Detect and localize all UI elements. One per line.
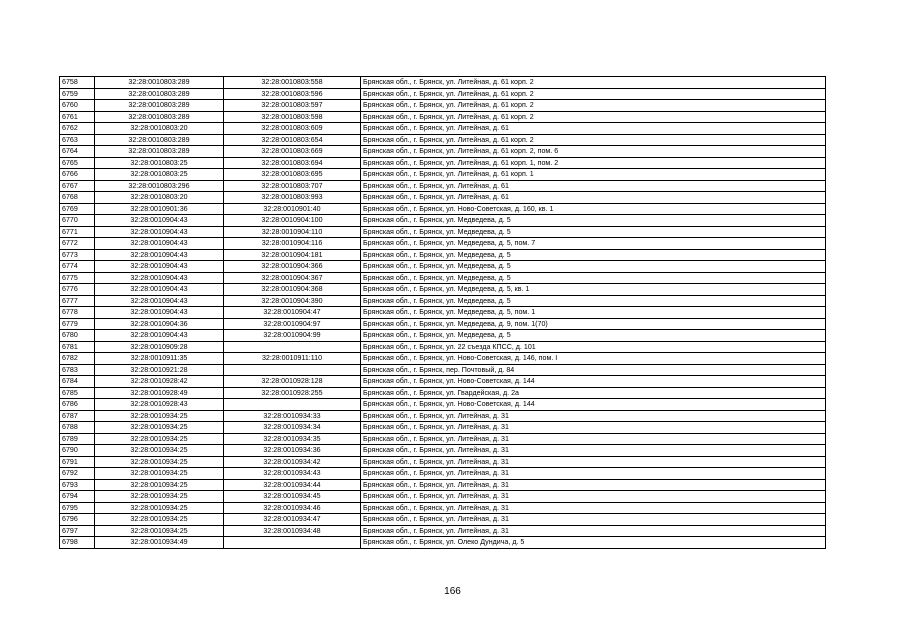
- row-number-cell: 6767: [60, 180, 95, 192]
- row-number-cell: 6773: [60, 249, 95, 261]
- registry-table: [59, 76, 826, 549]
- address-cell: Брянская обл., г. Брянск, ул. Ново-Советская, д. 144: [361, 399, 826, 411]
- parcel-number-cell: 32:28:0010901:36: [95, 203, 224, 215]
- parcel-number-cell: 32:28:0010904:43: [95, 215, 224, 227]
- table-row: [60, 330, 826, 342]
- parcel-number-cell: 32:28:0010911:35: [95, 353, 224, 365]
- table-row: [60, 525, 826, 537]
- table-row: [60, 341, 826, 353]
- row-number-cell: 6776: [60, 284, 95, 296]
- parcel-number-cell: 32:28:0010904:43: [95, 284, 224, 296]
- object-number-cell: 32:28:0010934:45: [224, 491, 361, 503]
- table-row: [60, 468, 826, 480]
- object-number-cell: 32:28:0010803:707: [224, 180, 361, 192]
- row-number-cell: 6790: [60, 445, 95, 457]
- parcel-number-cell: 32:28:0010934:25: [95, 422, 224, 434]
- object-number-cell: 32:28:0010803:694: [224, 157, 361, 169]
- row-number-cell: 6795: [60, 502, 95, 514]
- object-number-cell: 32:28:0010934:33: [224, 410, 361, 422]
- table-row: [60, 146, 826, 158]
- address-cell: Брянская обл., г. Брянск, ул. Литейная, д. 61 корп. 2: [361, 100, 826, 112]
- address-cell: Брянская обл., г. Брянск, ул. Медведева, д. 9, пом. 1(70): [361, 318, 826, 330]
- address-cell: Брянская обл., г. Брянск, ул. Медведева, д. 5, пом. 7: [361, 238, 826, 250]
- table-row: [60, 261, 826, 273]
- table-row: [60, 364, 826, 376]
- row-number-cell: 6766: [60, 169, 95, 181]
- address-cell: Брянская обл., г. Брянск, ул. Литейная, д. 61 корп. 2: [361, 77, 826, 89]
- table-row: [60, 226, 826, 238]
- parcel-number-cell: 32:28:0010803:296: [95, 180, 224, 192]
- address-cell: Брянская обл., г. Брянск, ул. Литейная, д. 61 корп. 1, пом. 2: [361, 157, 826, 169]
- address-cell: Брянская обл., г. Брянск, ул. Литейная, д. 31: [361, 525, 826, 537]
- address-cell: Брянская обл., г. Брянск, ул. Медведева, д. 5: [361, 295, 826, 307]
- parcel-number-cell: 32:28:0010934:25: [95, 479, 224, 491]
- table-row: [60, 410, 826, 422]
- table-row: [60, 537, 826, 549]
- object-number-cell: 32:28:0010803:609: [224, 123, 361, 135]
- row-number-cell: 6759: [60, 88, 95, 100]
- table-row: [60, 249, 826, 261]
- address-cell: Брянская обл., г. Брянск, ул. Литейная, д. 61: [361, 123, 826, 135]
- address-cell: Брянская обл., г. Брянск, ул. Литейная, д. 31: [361, 445, 826, 457]
- parcel-number-cell: 32:28:0010934:25: [95, 491, 224, 503]
- object-number-cell: [224, 537, 361, 549]
- object-number-cell: 32:28:0010803:654: [224, 134, 361, 146]
- row-number-cell: 6779: [60, 318, 95, 330]
- parcel-number-cell: 32:28:0010934:25: [95, 433, 224, 445]
- table-row: [60, 180, 826, 192]
- object-number-cell: 32:28:0010904:110: [224, 226, 361, 238]
- parcel-number-cell: 32:28:0010921:28: [95, 364, 224, 376]
- row-number-cell: 6789: [60, 433, 95, 445]
- address-cell: Брянская обл., г. Брянск, ул. Медведева, д. 5: [361, 249, 826, 261]
- table-row: [60, 445, 826, 457]
- address-cell: Брянская обл., г. Брянск, ул. Медведева, д. 5: [361, 261, 826, 273]
- address-cell: Брянская обл., г. Брянск, ул. 22 съезда КПСС, д. 101: [361, 341, 826, 353]
- parcel-number-cell: 32:28:0010803:25: [95, 157, 224, 169]
- address-cell: Брянская обл., г. Брянск, ул. Литейная, д. 31: [361, 456, 826, 468]
- object-number-cell: 32:28:0010904:368: [224, 284, 361, 296]
- table-row: [60, 479, 826, 491]
- address-cell: Брянская обл., г. Брянск, ул. Ново-Советская, д. 146, пом. I: [361, 353, 826, 365]
- table-row: [60, 157, 826, 169]
- object-number-cell: 32:28:0010904:99: [224, 330, 361, 342]
- address-cell: Брянская обл., г. Брянск, ул. Литейная, д. 61 корп. 2, пом. 6: [361, 146, 826, 158]
- address-cell: Брянская обл., г. Брянск, ул. Литейная, д. 61 корп. 2: [361, 111, 826, 123]
- row-number-cell: 6787: [60, 410, 95, 422]
- address-cell: Брянская обл., г. Брянск, ул. Медведева, д. 5: [361, 215, 826, 227]
- object-number-cell: 32:28:0010803:596: [224, 88, 361, 100]
- object-number-cell: 32:28:0010904:116: [224, 238, 361, 250]
- object-number-cell: 32:28:0010904:367: [224, 272, 361, 284]
- parcel-number-cell: 32:28:0010803:289: [95, 134, 224, 146]
- parcel-number-cell: 32:28:0010928:43: [95, 399, 224, 411]
- table-row: [60, 134, 826, 146]
- parcel-number-cell: 32:28:0010934:25: [95, 410, 224, 422]
- row-number-cell: 6778: [60, 307, 95, 319]
- row-number-cell: 6786: [60, 399, 95, 411]
- table-row: [60, 88, 826, 100]
- row-number-cell: 6785: [60, 387, 95, 399]
- row-number-cell: 6758: [60, 77, 95, 89]
- address-cell: Брянская обл., г. Брянск, ул. Литейная, д. 61 корп. 1: [361, 169, 826, 181]
- registry-table-body: [60, 77, 826, 549]
- parcel-number-cell: 32:28:0010803:289: [95, 88, 224, 100]
- table-row: [60, 100, 826, 112]
- address-cell: Брянская обл., г. Брянск, ул. Литейная, д. 31: [361, 468, 826, 480]
- parcel-number-cell: 32:28:0010928:42: [95, 376, 224, 388]
- address-cell: Брянская обл., г. Брянск, ул. Ново-Советская, д. 144: [361, 376, 826, 388]
- parcel-number-cell: 32:28:0010904:43: [95, 249, 224, 261]
- parcel-number-cell: 32:28:0010904:43: [95, 261, 224, 273]
- row-number-cell: 6769: [60, 203, 95, 215]
- row-number-cell: 6793: [60, 479, 95, 491]
- row-number-cell: 6783: [60, 364, 95, 376]
- table-row: [60, 272, 826, 284]
- object-number-cell: 32:28:0010803:597: [224, 100, 361, 112]
- object-number-cell: 32:28:0010904:100: [224, 215, 361, 227]
- parcel-number-cell: 32:28:0010803:289: [95, 77, 224, 89]
- parcel-number-cell: 32:28:0010904:43: [95, 226, 224, 238]
- row-number-cell: 6771: [60, 226, 95, 238]
- row-number-cell: 6761: [60, 111, 95, 123]
- address-cell: Брянская обл., г. Брянск, ул. Гвардейская, д. 2а: [361, 387, 826, 399]
- table-row: [60, 111, 826, 123]
- object-number-cell: 32:28:0010934:44: [224, 479, 361, 491]
- parcel-number-cell: 32:28:0010803:289: [95, 100, 224, 112]
- object-number-cell: [224, 399, 361, 411]
- object-number-cell: 32:28:0010934:47: [224, 514, 361, 526]
- parcel-number-cell: 32:28:0010904:43: [95, 272, 224, 284]
- parcel-number-cell: 32:28:0010904:43: [95, 330, 224, 342]
- table-row: [60, 238, 826, 250]
- address-cell: Брянская обл., г. Брянск, ул. Медведева, д. 5: [361, 272, 826, 284]
- parcel-number-cell: 32:28:0010934:25: [95, 502, 224, 514]
- table-row: [60, 376, 826, 388]
- address-cell: Брянская обл., г. Брянск, ул. Литейная, д. 31: [361, 479, 826, 491]
- table-row: [60, 77, 826, 89]
- address-cell: Брянская обл., г. Брянск, ул. Литейная, д. 31: [361, 422, 826, 434]
- parcel-number-cell: 32:28:0010904:43: [95, 238, 224, 250]
- table-row: [60, 123, 826, 135]
- table-row: [60, 353, 826, 365]
- row-number-cell: 6794: [60, 491, 95, 503]
- parcel-number-cell: 32:28:0010904:43: [95, 307, 224, 319]
- table-row: [60, 169, 826, 181]
- address-cell: Брянская обл., г. Брянск, ул. Литейная, д. 61 корп. 2: [361, 134, 826, 146]
- row-number-cell: 6772: [60, 238, 95, 250]
- object-number-cell: 32:28:0010928:128: [224, 376, 361, 388]
- table-row: [60, 502, 826, 514]
- object-number-cell: 32:28:0010803:598: [224, 111, 361, 123]
- table-row: [60, 514, 826, 526]
- object-number-cell: 32:28:0010803:695: [224, 169, 361, 181]
- table-row: [60, 192, 826, 204]
- address-cell: Брянская обл., г. Брянск, ул. Литейная, д. 61: [361, 192, 826, 204]
- parcel-number-cell: 32:28:0010934:25: [95, 445, 224, 457]
- object-number-cell: 32:28:0010934:42: [224, 456, 361, 468]
- row-number-cell: 6775: [60, 272, 95, 284]
- parcel-number-cell: 32:28:0010803:289: [95, 111, 224, 123]
- parcel-number-cell: 32:28:0010934:49: [95, 537, 224, 549]
- row-number-cell: 6763: [60, 134, 95, 146]
- address-cell: Брянская обл., г. Брянск, ул. Медведева, д. 5: [361, 226, 826, 238]
- row-number-cell: 6777: [60, 295, 95, 307]
- object-number-cell: 32:28:0010904:181: [224, 249, 361, 261]
- row-number-cell: 6798: [60, 537, 95, 549]
- object-number-cell: 32:28:0010904:390: [224, 295, 361, 307]
- object-number-cell: [224, 364, 361, 376]
- row-number-cell: 6764: [60, 146, 95, 158]
- table-row: [60, 295, 826, 307]
- address-cell: Брянская обл., г. Брянск, ул. Литейная, д. 31: [361, 514, 826, 526]
- object-number-cell: 32:28:0010934:34: [224, 422, 361, 434]
- table-row: [60, 284, 826, 296]
- object-number-cell: 32:28:0010904:97: [224, 318, 361, 330]
- row-number-cell: 6784: [60, 376, 95, 388]
- parcel-number-cell: 32:28:0010934:25: [95, 468, 224, 480]
- address-cell: Брянская обл., г. Брянск, ул. Олеко Дундича, д. 5: [361, 537, 826, 549]
- object-number-cell: 32:28:0010934:36: [224, 445, 361, 457]
- object-number-cell: 32:28:0010904:47: [224, 307, 361, 319]
- parcel-number-cell: 32:28:0010934:25: [95, 514, 224, 526]
- row-number-cell: 6774: [60, 261, 95, 273]
- address-cell: Брянская обл., г. Брянск, ул. Литейная, д. 61 корп. 2: [361, 88, 826, 100]
- object-number-cell: 32:28:0010934:46: [224, 502, 361, 514]
- table-row: [60, 491, 826, 503]
- table-row: [60, 433, 826, 445]
- page-number: 166: [444, 586, 461, 597]
- row-number-cell: 6792: [60, 468, 95, 480]
- row-number-cell: 6770: [60, 215, 95, 227]
- address-cell: Брянская обл., г. Брянск, ул. Медведева, д. 5, кв. 1: [361, 284, 826, 296]
- table-row: [60, 318, 826, 330]
- object-number-cell: [224, 341, 361, 353]
- parcel-number-cell: 32:28:0010934:25: [95, 525, 224, 537]
- address-cell: Брянская обл., г. Брянск, пер. Почтовый, д. 84: [361, 364, 826, 376]
- row-number-cell: 6768: [60, 192, 95, 204]
- object-number-cell: 32:28:0010911:110: [224, 353, 361, 365]
- address-cell: Брянская обл., г. Брянск, ул. Ново-Советская, д. 160, кв. 1: [361, 203, 826, 215]
- object-number-cell: 32:28:0010803:669: [224, 146, 361, 158]
- object-number-cell: 32:28:0010904:366: [224, 261, 361, 273]
- address-cell: Брянская обл., г. Брянск, ул. Литейная, д. 61: [361, 180, 826, 192]
- table-row: [60, 307, 826, 319]
- parcel-number-cell: 32:28:0010904:36: [95, 318, 224, 330]
- table-row: [60, 387, 826, 399]
- table-row: [60, 203, 826, 215]
- address-cell: Брянская обл., г. Брянск, ул. Литейная, д. 31: [361, 410, 826, 422]
- object-number-cell: 32:28:0010934:43: [224, 468, 361, 480]
- row-number-cell: 6791: [60, 456, 95, 468]
- table-row: [60, 215, 826, 227]
- object-number-cell: 32:28:0010901:40: [224, 203, 361, 215]
- table-row: [60, 422, 826, 434]
- object-number-cell: 32:28:0010934:48: [224, 525, 361, 537]
- parcel-number-cell: 32:28:0010904:43: [95, 295, 224, 307]
- row-number-cell: 6760: [60, 100, 95, 112]
- parcel-number-cell: 32:28:0010803:25: [95, 169, 224, 181]
- parcel-number-cell: 32:28:0010934:25: [95, 456, 224, 468]
- parcel-number-cell: 32:28:0010909:28: [95, 341, 224, 353]
- parcel-number-cell: 32:28:0010928:49: [95, 387, 224, 399]
- row-number-cell: 6781: [60, 341, 95, 353]
- row-number-cell: 6796: [60, 514, 95, 526]
- parcel-number-cell: 32:28:0010803:289: [95, 146, 224, 158]
- parcel-number-cell: 32:28:0010803:20: [95, 192, 224, 204]
- address-cell: Брянская обл., г. Брянск, ул. Литейная, д. 31: [361, 491, 826, 503]
- object-number-cell: 32:28:0010934:35: [224, 433, 361, 445]
- address-cell: Брянская обл., г. Брянск, ул. Медведева, д. 5, пом. 1: [361, 307, 826, 319]
- address-cell: Брянская обл., г. Брянск, ул. Медведева, д. 5: [361, 330, 826, 342]
- object-number-cell: 32:28:0010803:993: [224, 192, 361, 204]
- row-number-cell: 6782: [60, 353, 95, 365]
- table-row: [60, 399, 826, 411]
- row-number-cell: 6788: [60, 422, 95, 434]
- parcel-number-cell: 32:28:0010803:20: [95, 123, 224, 135]
- row-number-cell: 6780: [60, 330, 95, 342]
- address-cell: Брянская обл., г. Брянск, ул. Литейная, д. 31: [361, 433, 826, 445]
- table-row: [60, 456, 826, 468]
- row-number-cell: 6797: [60, 525, 95, 537]
- object-number-cell: 32:28:0010928:255: [224, 387, 361, 399]
- row-number-cell: 6762: [60, 123, 95, 135]
- row-number-cell: 6765: [60, 157, 95, 169]
- object-number-cell: 32:28:0010803:558: [224, 77, 361, 89]
- address-cell: Брянская обл., г. Брянск, ул. Литейная, д. 31: [361, 502, 826, 514]
